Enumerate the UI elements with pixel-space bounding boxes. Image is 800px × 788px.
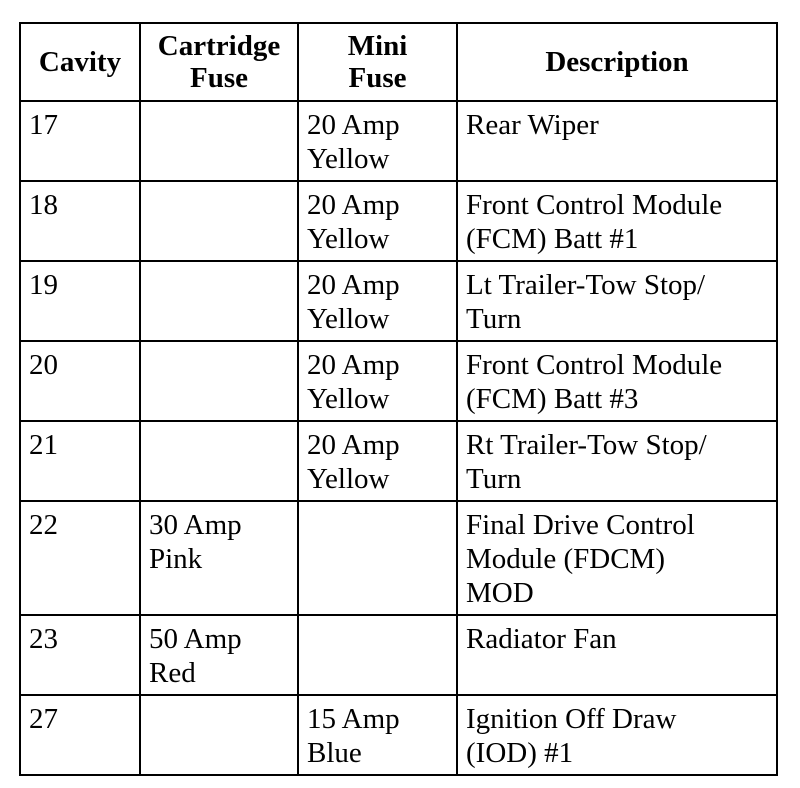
cavity-cell (20, 695, 140, 775)
cavity-cell-line: 17 (29, 109, 58, 141)
description-cell (457, 261, 777, 341)
cavity-cell-line: 19 (29, 269, 58, 301)
fuse-table (19, 22, 778, 776)
mini-fuse-cell-line: 20 Amp (307, 349, 400, 381)
mini-fuse-cell (298, 421, 457, 501)
cartridge-fuse-cell (140, 341, 298, 421)
cavity-cell (20, 101, 140, 181)
description-cell-line: Radiator Fan (466, 623, 617, 655)
mini-fuse-cell-line: Yellow (307, 143, 390, 175)
table-row (20, 421, 777, 501)
table-row (20, 615, 777, 695)
description-cell-line: Final Drive Control (466, 509, 695, 541)
description-cell (457, 181, 777, 261)
cartridge-fuse-cell (140, 501, 298, 615)
description-cell-line: MOD (466, 577, 534, 609)
cartridge-fuse-cell-line: 50 Amp (149, 623, 242, 655)
description-cell-line: Lt Trailer-Tow Stop/ (466, 269, 706, 301)
cavity-cell (20, 501, 140, 615)
cavity-cell (20, 421, 140, 501)
header-cartridge-fuse (140, 23, 298, 101)
mini-fuse-cell-line: 20 Amp (307, 189, 400, 221)
header-description (457, 23, 777, 101)
cavity-cell-line: 27 (29, 703, 58, 735)
header-mini-line: Fuse (348, 62, 407, 94)
table-row (20, 181, 777, 261)
table-row (20, 101, 777, 181)
cavity-cell-line: 20 (29, 349, 58, 381)
table-row (20, 341, 777, 421)
mini-fuse-cell-line: 20 Amp (307, 269, 400, 301)
mini-fuse-cell (298, 101, 457, 181)
cavity-cell (20, 615, 140, 695)
header-row (20, 23, 777, 101)
header-mini-line: Mini (347, 30, 408, 62)
cavity-cell (20, 181, 140, 261)
cavity-cell-line: 18 (29, 189, 58, 221)
cavity-cell (20, 261, 140, 341)
cartridge-fuse-cell (140, 181, 298, 261)
description-cell-line: Rear Wiper (466, 109, 599, 141)
mini-fuse-cell (298, 341, 457, 421)
cavity-cell (20, 341, 140, 421)
cavity-cell-line: 21 (29, 429, 58, 461)
header-description-line: Description (545, 46, 689, 78)
description-cell (457, 501, 777, 615)
cartridge-fuse-cell (140, 615, 298, 695)
description-cell-line: Front Control Module (466, 349, 723, 381)
mini-fuse-cell (298, 181, 457, 261)
cartridge-fuse-cell (140, 101, 298, 181)
mini-fuse-cell-line: Blue (307, 737, 362, 769)
mini-fuse-cell-line: Yellow (307, 383, 390, 415)
cartridge-fuse-cell (140, 695, 298, 775)
description-cell-line: Rt Trailer-Tow Stop/ (466, 429, 707, 461)
cartridge-fuse-cell-line: Red (149, 657, 196, 689)
header-mini-fuse (298, 23, 457, 101)
description-cell (457, 695, 777, 775)
description-cell-line: (FCM) Batt #3 (466, 383, 639, 415)
description-cell-line: Ignition Off Draw (466, 703, 677, 735)
table-row (20, 695, 777, 775)
cartridge-fuse-cell (140, 261, 298, 341)
description-cell (457, 421, 777, 501)
description-cell-line: Turn (466, 463, 522, 495)
header-cavity (20, 23, 140, 101)
mini-fuse-cell (298, 615, 457, 695)
description-cell-line: (FCM) Batt #1 (466, 223, 639, 255)
mini-fuse-cell-line: 20 Amp (307, 429, 400, 461)
header-cavity-line: Cavity (38, 46, 122, 78)
mini-fuse-cell-line: Yellow (307, 463, 390, 495)
header-cartridge-line: Cartridge (157, 30, 281, 62)
description-cell-line: Front Control Module (466, 189, 723, 221)
mini-fuse-cell-line: Yellow (307, 303, 390, 335)
cavity-cell-line: 23 (29, 623, 58, 655)
header-cartridge-line: Fuse (190, 62, 248, 94)
mini-fuse-cell (298, 261, 457, 341)
table-body (20, 101, 777, 775)
mini-fuse-cell (298, 501, 457, 615)
table-row (20, 501, 777, 615)
cartridge-fuse-cell-line: 30 Amp (149, 509, 242, 541)
mini-fuse-cell-line: Yellow (307, 223, 390, 255)
description-cell-line: Turn (466, 303, 522, 335)
mini-fuse-cell-line: 20 Amp (307, 109, 400, 141)
description-cell-line: (IOD) #1 (466, 737, 574, 769)
table-row (20, 261, 777, 341)
description-cell (457, 341, 777, 421)
cartridge-fuse-cell (140, 421, 298, 501)
description-cell-line: Module (FDCM) (466, 543, 665, 575)
table-header (20, 23, 777, 101)
cavity-cell-line: 22 (29, 509, 58, 541)
description-cell (457, 615, 777, 695)
mini-fuse-cell (298, 695, 457, 775)
description-cell (457, 101, 777, 181)
cartridge-fuse-cell-line: Pink (149, 543, 203, 575)
mini-fuse-cell-line: 15 Amp (307, 703, 400, 735)
